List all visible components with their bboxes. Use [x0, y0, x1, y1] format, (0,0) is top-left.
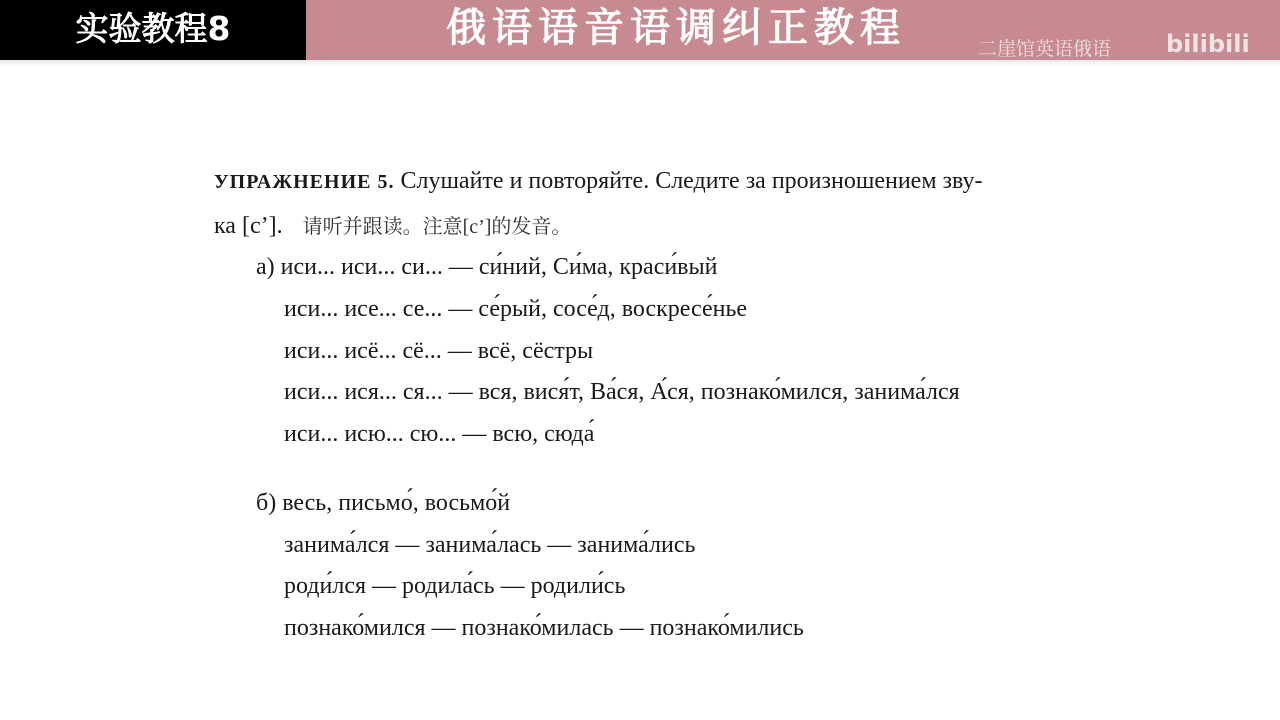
- part-b-line: занима́лся — занима́лась — занима́лись: [284, 532, 696, 558]
- part-a-line: иси... исе... се... — се́рый, сосе́д, воскресе́нье: [284, 296, 748, 322]
- part-b-line: б) весь, письмо́, восьмо́й: [256, 490, 511, 516]
- instruction-line-1: Слушайте и повторяйте. Следите за произношением зву-: [400, 168, 983, 194]
- instruction-line-2: ка [с’].: [214, 213, 283, 239]
- course-title: 俄语语音语调纠正教程: [446, 5, 906, 51]
- chinese-translation: 请听并跟读。注意[c’]的发音。: [302, 216, 572, 238]
- part-b-line: роди́лся — родила́сь — родили́сь: [284, 573, 626, 599]
- exercise-heading: УПРАЖНЕНИЕ 5.: [214, 171, 395, 193]
- part-a-line: а) иси... иси... си... — си́ний, Си́ма, краси́вый: [256, 254, 718, 280]
- channel-watermark: 二崖馆英语俄语: [978, 38, 1112, 60]
- banner-divider: [0, 60, 1280, 66]
- part-b-line: познако́мился — познако́милась — познако́мились: [284, 615, 804, 641]
- part-a-line: иси... исё... сё... — всё, сёстры: [284, 338, 594, 364]
- part-a-line: иси... исю... сю... — всю, сюда́: [284, 421, 595, 447]
- part-a-line: иси... ися... ся... — вся, вися́т, Ва́ся, А́ся, познако́мился, занима́лся: [284, 379, 960, 405]
- title-banner: [306, 0, 1280, 60]
- bilibili-logo: bilibili: [1166, 30, 1250, 58]
- lesson-label: 实验教程8: [0, 0, 306, 60]
